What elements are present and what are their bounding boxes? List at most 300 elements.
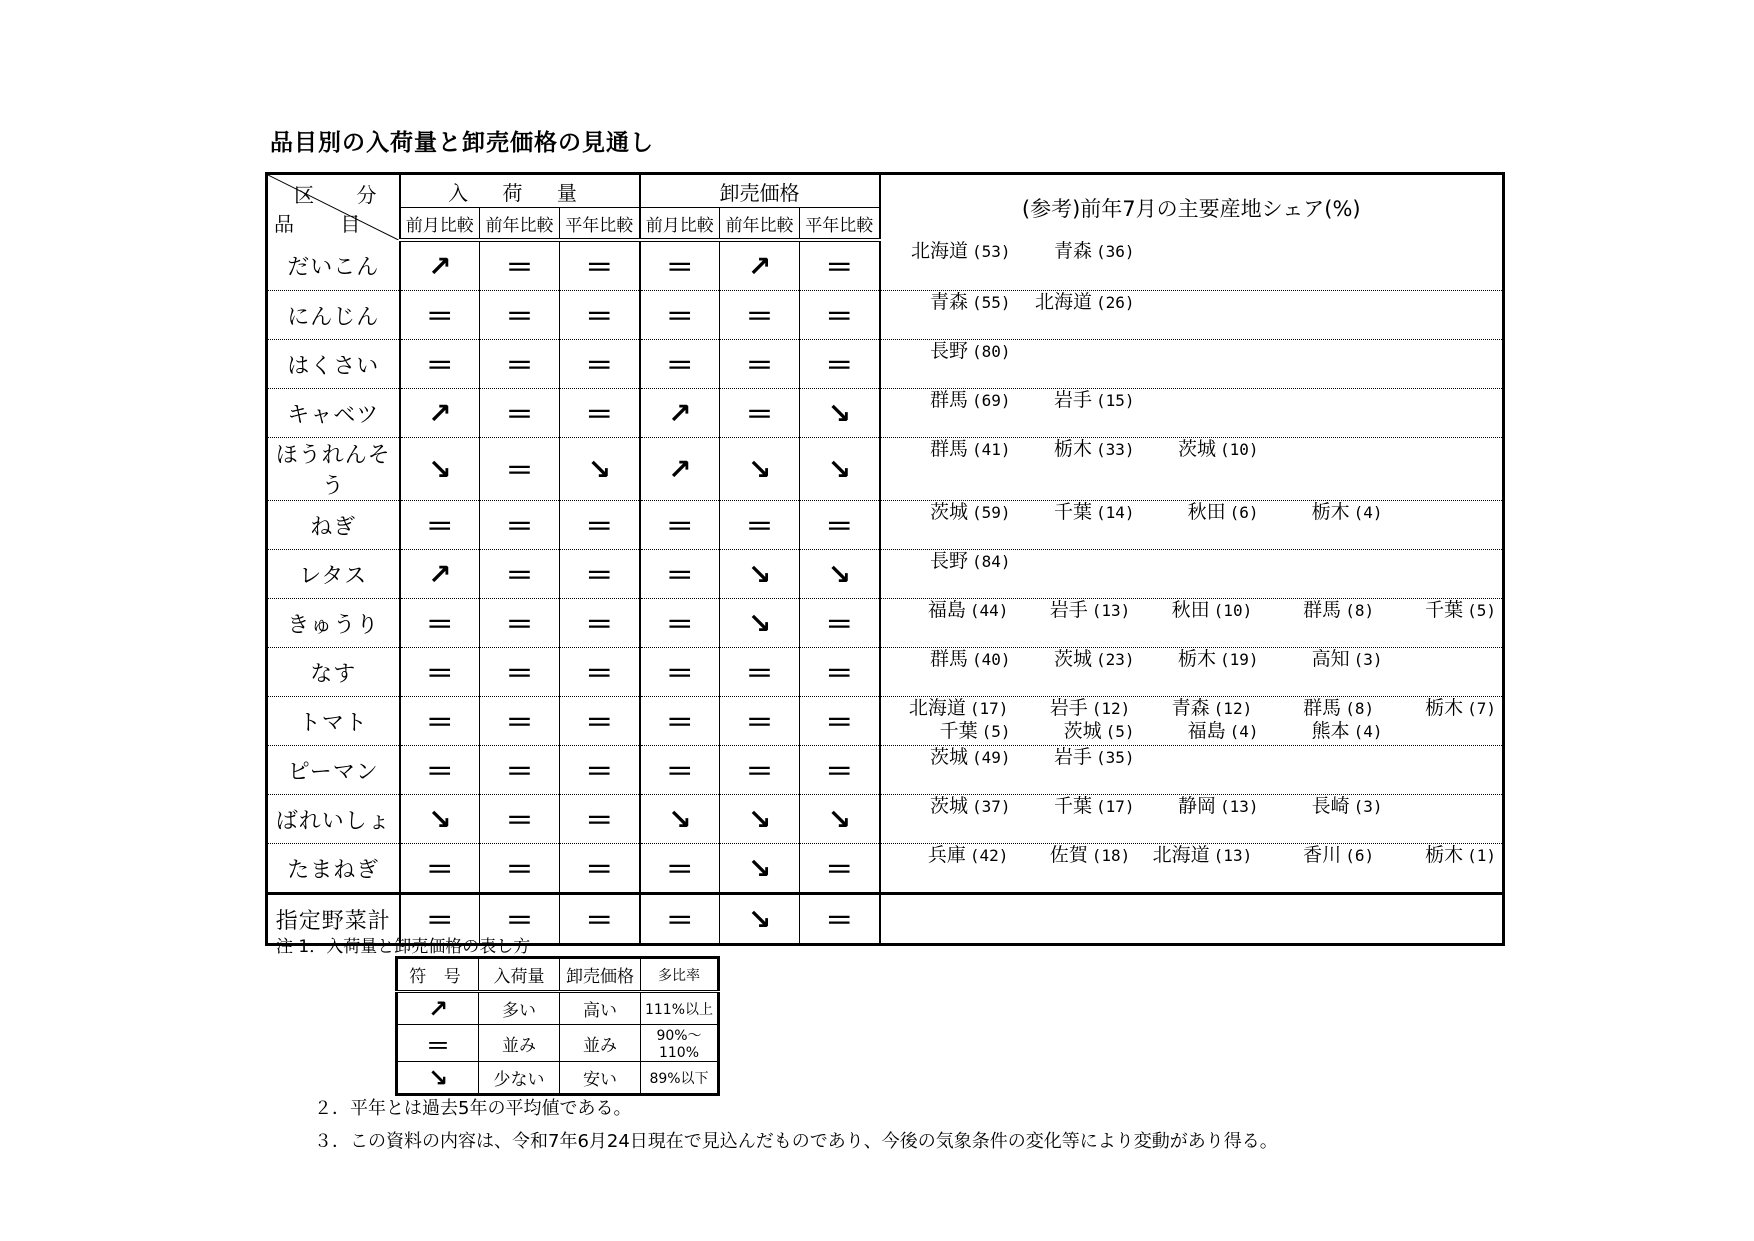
prefecture-name: 群馬 [929,389,968,411]
table-row [267,599,1504,648]
legend-cell: 多い [479,992,560,1025]
prefecture-name: 茨城 [929,746,968,768]
prefecture-name: 長崎 [1311,795,1350,817]
sub-header: 平年比較 [560,208,640,241]
equal-icon: ＝ [560,240,640,291]
legend-cell: 安い [560,1062,641,1095]
share-item [1011,438,1135,461]
prefecture-name: 栃木 [1311,501,1350,523]
table-row [267,697,1504,746]
up-arrow-icon: ↗ [400,240,480,291]
item-name: はくさい [267,340,400,389]
equal-icon: ＝ [400,746,480,795]
equal-icon: ＝ [560,697,640,746]
sub-header: 前年比較 [720,208,800,241]
prefecture-name: 福島 [927,599,966,621]
share-percent: (80) [972,342,1011,361]
equal-icon: ＝ [560,340,640,389]
equal-icon: ＝ [720,501,800,550]
prefecture-name: 兵庫 [927,844,966,866]
equal-icon: ＝ [560,599,640,648]
equal-icon: ＝ [800,340,880,389]
legend-row [397,1062,719,1095]
equal-icon: ＝ [640,894,720,945]
equal-icon: ＝ [480,697,560,746]
nyuka-group-header: 入 荷 量 [400,174,640,208]
share-percent: (13) [1220,797,1259,816]
item-rows [267,240,1504,945]
item-name: キャベツ [267,389,400,438]
share-percent: (13) [1091,601,1131,620]
equal-icon: ＝ [560,389,640,438]
share-item [887,648,1011,671]
equal-icon: ＝ [800,697,880,746]
equal-icon: ＝ [720,291,800,340]
table-row [267,648,1504,697]
item-name: なす [267,648,400,697]
equal-icon: ＝ [560,291,640,340]
equal-icon: ＝ [480,648,560,697]
share-percent: (49) [972,748,1011,767]
share-line [887,438,1496,461]
equal-icon: ＝ [480,501,560,550]
legend-row [397,1025,719,1062]
equal-icon: ＝ [640,648,720,697]
share-percent: (8) [1345,601,1375,620]
share-item [1252,599,1374,622]
equal-icon: ＝ [640,291,720,340]
prefecture-name: 群馬 [1303,697,1342,719]
up-arrow-icon: ↗ [720,240,800,291]
share-line [887,501,1496,524]
prefecture-name: 岩手 [1049,697,1088,719]
oroshi-group-header: 卸売価格 [640,174,880,208]
share-percent: (3) [1353,797,1383,816]
equal-icon: ＝ [800,240,880,291]
prefecture-name: 栃木 [1053,438,1092,460]
share-line [887,550,1496,573]
share-percent: (41) [972,440,1011,459]
share-percent: (7) [1467,699,1496,718]
share-item [1130,599,1252,622]
share-item [1130,844,1252,867]
prefecture-name: 茨城 [1063,720,1102,742]
share-cell [880,550,1504,599]
prefecture-name: 群馬 [929,648,968,670]
equal-icon: ＝ [720,389,800,438]
share-percent: (13) [1213,846,1253,865]
equal-icon: ＝ [640,844,720,894]
share-percent: (3) [1353,650,1383,669]
equal-icon: ＝ [480,746,560,795]
equal-icon: ＝ [720,648,800,697]
down-arrow-icon: ↘ [800,550,880,599]
share-item [1259,648,1383,671]
share-percent: (37) [972,797,1011,816]
equal-icon: ＝ [400,340,480,389]
share-percent: (44) [969,601,1009,620]
table-row [267,550,1504,599]
equal-icon: ＝ [560,648,640,697]
share-cell [880,389,1504,438]
share-item [1011,240,1135,263]
prefecture-name: 青森 [929,291,968,313]
share-percent: (17) [1096,797,1135,816]
share-percent: (26) [1096,293,1135,312]
legend-row [397,992,719,1025]
share-item [887,844,1009,867]
equal-icon: ＝ [800,894,880,945]
prefecture-name: 茨城 [1177,438,1216,460]
share-item [1374,599,1496,622]
sub-header: 平年比較 [800,208,880,241]
share-item [1011,795,1135,818]
table-row [267,291,1504,340]
share-percent: (53) [972,242,1011,261]
equal-icon: ＝ [560,550,640,599]
share-percent: (6) [1229,503,1259,522]
prefecture-name: 茨城 [929,795,968,817]
share-item [1135,720,1259,743]
share-item [1011,720,1135,743]
share-percent: (35) [1096,748,1135,767]
share-header: (参考)前年7月の主要産地シェア(%) [880,174,1504,241]
note-1: 注 1．入荷量と卸売価格の表し方 [276,937,531,957]
kubun-label: 区 分 [294,183,395,207]
prefecture-name: 秋田 [1187,501,1226,523]
share-percent: (10) [1220,440,1259,459]
share-percent: (17) [969,699,1009,718]
prefecture-name: 岩手 [1049,599,1088,621]
sub-header: 前年比較 [480,208,560,241]
item-name: にんじん [267,291,400,340]
legend-cell: 111%以上 [641,992,719,1025]
share-item [1259,720,1383,743]
share-item [1374,844,1496,867]
share-cell [880,795,1504,844]
item-name: だいこん [267,240,400,291]
prefecture-name: 長野 [929,550,968,572]
share-percent: (69) [972,391,1011,410]
share-item [887,697,1009,720]
item-name: ほうれんそう [267,438,400,501]
share-cell [880,438,1504,501]
share-item [887,795,1011,818]
sub-header: 前月比較 [400,208,480,241]
share-item [1135,795,1259,818]
share-percent: (12) [1213,699,1253,718]
equal-icon: ＝ [560,501,640,550]
down-arrow-icon: ↘ [720,844,800,894]
legend-table [395,956,720,1096]
share-percent: (42) [969,846,1009,865]
share-item [1259,795,1383,818]
forecast-table [265,172,1505,946]
equal-icon: ＝ [720,340,800,389]
up-arrow-icon: ↗ [397,992,479,1025]
prefecture-name: 北海道 [1034,291,1092,313]
down-arrow-icon: ↘ [640,795,720,844]
share-percent: (1) [1467,846,1496,865]
share-cell [880,697,1504,746]
equal-icon: ＝ [800,599,880,648]
share-percent: (19) [1220,650,1259,669]
share-cell [880,340,1504,389]
equal-icon: ＝ [400,501,480,550]
down-arrow-icon: ↘ [397,1062,479,1095]
share-line [887,648,1496,671]
share-item [1135,501,1259,524]
share-percent: (5) [981,722,1011,741]
equal-icon: ＝ [480,550,560,599]
share-cell [880,844,1504,894]
equal-icon: ＝ [400,599,480,648]
share-percent: (10) [1213,601,1253,620]
equal-icon: ＝ [480,795,560,844]
equal-icon: ＝ [400,697,480,746]
page-title: 品目別の入荷量と卸売価格の見通し [270,130,654,156]
equal-icon: ＝ [397,1025,479,1062]
share-item [887,599,1009,622]
equal-icon: ＝ [480,340,560,389]
equal-icon: ＝ [560,795,640,844]
down-arrow-icon: ↘ [720,599,800,648]
sub-header: 前月比較 [640,208,720,241]
table-row [267,795,1504,844]
share-item [1374,697,1496,720]
equal-icon: ＝ [640,746,720,795]
equal-icon: ＝ [640,697,720,746]
down-arrow-icon: ↘ [560,438,640,501]
header-row-1 [267,174,1504,208]
prefecture-name: 群馬 [929,438,968,460]
legend-cell: 高い [560,992,641,1025]
equal-icon: ＝ [480,240,560,291]
share-line [887,340,1496,363]
share-percent: (12) [1091,699,1131,718]
share-percent: (6) [1345,846,1375,865]
prefecture-name: 栃木 [1177,648,1216,670]
share-item [887,550,1011,573]
down-arrow-icon: ↘ [720,550,800,599]
equal-icon: ＝ [560,844,640,894]
prefecture-name: 福島 [1187,720,1226,742]
down-arrow-icon: ↘ [720,438,800,501]
legend-header-cell: 入荷量 [479,958,560,992]
equal-icon: ＝ [640,340,720,389]
item-name: ねぎ [267,501,400,550]
share-line [887,844,1496,867]
share-item [887,389,1011,412]
equal-icon: ＝ [640,240,720,291]
equal-icon: ＝ [400,291,480,340]
share-percent: (15) [1096,391,1135,410]
prefecture-name: 千葉 [939,720,978,742]
down-arrow-icon: ↘ [400,438,480,501]
prefecture-name: 佐賀 [1049,844,1088,866]
share-item [887,501,1011,524]
share-line [887,599,1496,622]
table-row [267,844,1504,894]
share-line [887,389,1496,412]
legend-cell: 90%～110% [641,1025,719,1062]
share-percent: (84) [972,552,1011,571]
down-arrow-icon: ↘ [800,438,880,501]
share-cell [880,746,1504,795]
share-item [887,438,1011,461]
legend-cell: 並み [479,1025,560,1062]
prefecture-name: 千葉 [1053,501,1092,523]
equal-icon: ＝ [560,894,640,945]
up-arrow-icon: ↗ [640,438,720,501]
prefecture-name: 青森 [1171,697,1210,719]
share-percent: (14) [1096,503,1135,522]
share-line [887,291,1496,314]
up-arrow-icon: ↗ [400,389,480,438]
share-cell [880,599,1504,648]
share-item [887,240,1011,263]
item-name: トマト [267,697,400,746]
share-percent: (5) [1105,722,1135,741]
prefecture-name: 群馬 [1303,599,1342,621]
share-item [1135,648,1259,671]
share-percent: (4) [1353,722,1383,741]
prefecture-name: 高知 [1311,648,1350,670]
table-row [267,438,1504,501]
equal-icon: ＝ [640,599,720,648]
table-row [267,501,1504,550]
legend-header-row [397,958,719,992]
item-name: ピーマン [267,746,400,795]
share-item [1252,697,1374,720]
share-item [1135,438,1259,461]
prefecture-name: 静岡 [1177,795,1216,817]
prefecture-name: 千葉 [1425,599,1464,621]
share-item [1011,501,1135,524]
equal-icon: ＝ [480,894,560,945]
share-item [887,746,1011,769]
share-item [1259,501,1383,524]
share-line [887,240,1496,263]
equal-icon: ＝ [400,844,480,894]
share-line [887,746,1496,769]
down-arrow-icon: ↘ [400,795,480,844]
prefecture-name: 茨城 [1053,648,1092,670]
down-arrow-icon: ↘ [800,795,880,844]
share-percent: (5) [1467,601,1496,620]
share-cell [880,894,1504,945]
share-percent: (40) [972,650,1011,669]
equal-icon: ＝ [400,648,480,697]
table-row [267,340,1504,389]
share-line [887,795,1496,818]
hinmoku-label: 品 目 [274,212,381,236]
prefecture-name: 千葉 [1053,795,1092,817]
up-arrow-icon: ↗ [640,389,720,438]
prefecture-name: 長野 [929,340,968,362]
share-percent: (59) [972,503,1011,522]
share-item [1252,844,1374,867]
up-arrow-icon: ↗ [400,550,480,599]
share-percent: (18) [1091,846,1131,865]
share-item [887,291,1011,314]
equal-icon: ＝ [480,389,560,438]
equal-icon: ＝ [400,894,480,945]
equal-icon: ＝ [800,501,880,550]
table-row [267,389,1504,438]
share-cell [880,291,1504,340]
down-arrow-icon: ↘ [720,795,800,844]
note-2: ２．平年とは過去5年の平均値である。 [314,1098,632,1119]
prefecture-name: 北海道 [908,697,966,719]
table-row [267,746,1504,795]
equal-icon: ＝ [640,501,720,550]
share-cell [880,501,1504,550]
equal-icon: ＝ [800,746,880,795]
share-percent: (8) [1345,699,1375,718]
share-item [1011,291,1135,314]
share-item [887,340,1011,363]
prefecture-name: 熊本 [1311,720,1350,742]
equal-icon: ＝ [720,746,800,795]
share-percent: (36) [1096,242,1135,261]
share-cell [880,240,1504,291]
prefecture-name: 青森 [1053,240,1092,262]
prefecture-name: 北海道 [910,240,968,262]
prefecture-name: 栃木 [1425,697,1464,719]
share-item [1130,697,1252,720]
item-name: レタス [267,550,400,599]
prefecture-name: 香川 [1303,844,1342,866]
equal-icon: ＝ [480,844,560,894]
share-item [1011,648,1135,671]
share-line [887,720,1496,743]
equal-icon: ＝ [800,291,880,340]
equal-icon: ＝ [560,746,640,795]
prefecture-name: 岩手 [1053,389,1092,411]
note-3: ３．この資料の内容は、令和7年6月24日現在で見込んだものであり、今後の気象条件の変化等により変動があり得る。 [314,1131,1278,1152]
equal-icon: ＝ [480,291,560,340]
legend-header-cell: 多比率 [641,958,719,992]
legend-header-cell: 卸売価格 [560,958,641,992]
down-arrow-icon: ↘ [800,389,880,438]
share-cell [880,648,1504,697]
share-percent: (55) [972,293,1011,312]
kubun-header-cell [267,174,400,241]
share-item [1008,599,1130,622]
equal-icon: ＝ [720,697,800,746]
equal-icon: ＝ [480,599,560,648]
legend-cell: 並み [560,1025,641,1062]
prefecture-name: 秋田 [1171,599,1210,621]
equal-icon: ＝ [800,648,880,697]
table-row [267,240,1504,291]
item-name: 指定野菜計 [267,894,400,945]
share-item [887,720,1011,743]
item-name: たまねぎ [267,844,400,894]
share-item [1008,844,1130,867]
item-name: きゅうり [267,599,400,648]
legend-cell: 少ない [479,1062,560,1095]
share-percent: (23) [1096,650,1135,669]
prefecture-name: 岩手 [1053,746,1092,768]
prefecture-name: 北海道 [1152,844,1210,866]
equal-icon: ＝ [640,550,720,599]
legend-cell: 89%以下 [641,1062,719,1095]
item-name: ばれいしょ [267,795,400,844]
equal-icon: ＝ [800,844,880,894]
prefecture-name: 栃木 [1425,844,1464,866]
